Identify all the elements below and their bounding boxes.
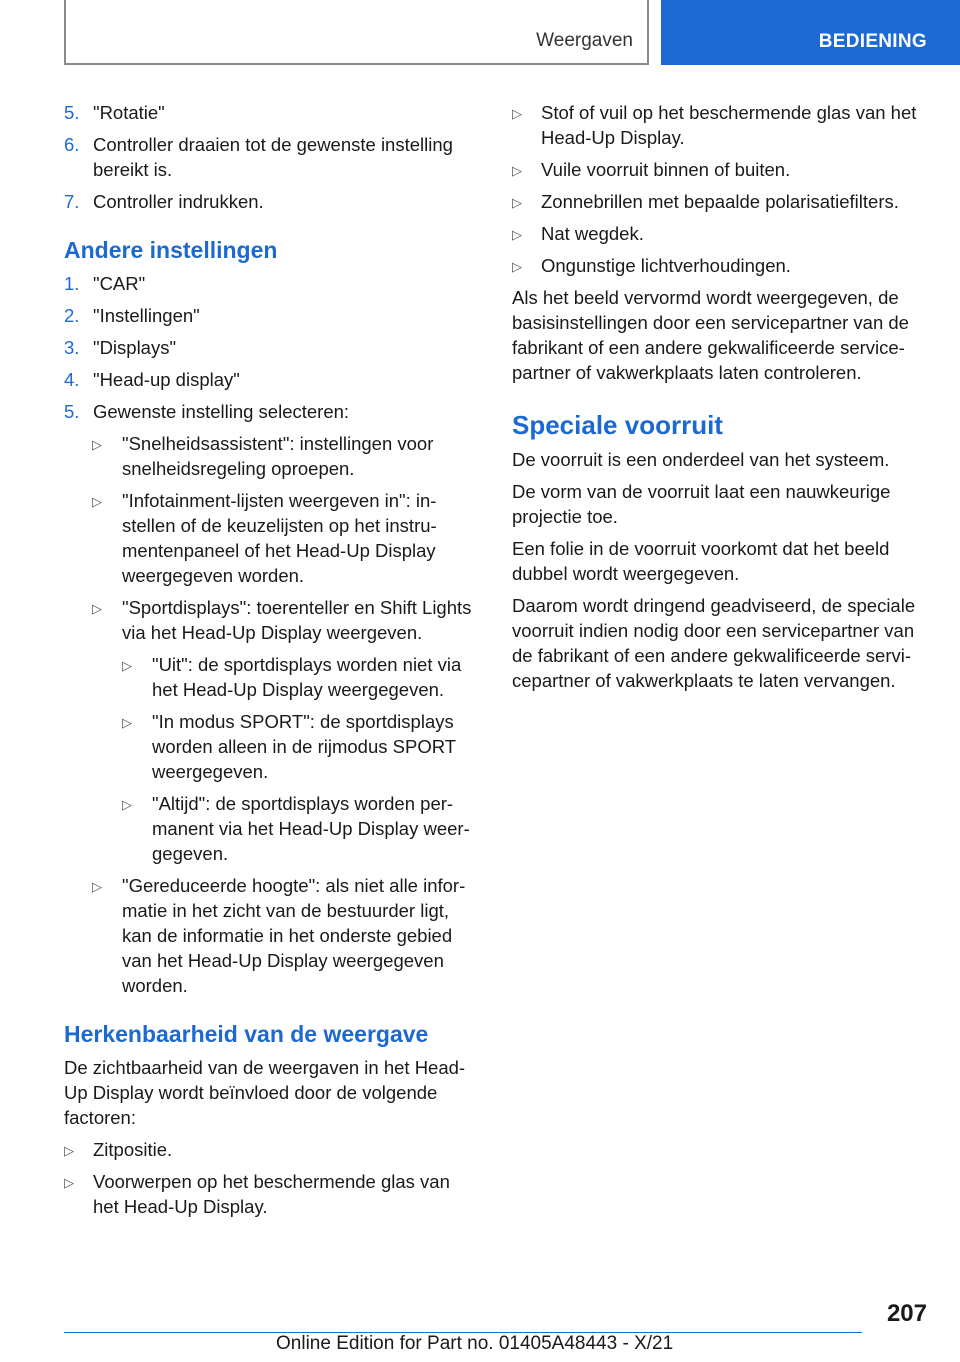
triangle-bullet-icon: ▷ xyxy=(92,437,102,452)
step-text: "CAR" xyxy=(93,273,146,294)
step-number: 5. xyxy=(64,102,80,123)
triangle-bullet-icon: ▷ xyxy=(512,195,522,210)
triangle-bullet-icon: ▷ xyxy=(122,797,132,812)
list-item xyxy=(64,335,480,360)
step-number: 7. xyxy=(64,191,80,212)
bullet-text: "Altijd": de sportdisplays worden permanent via het Head-Up Display weergegeven. xyxy=(152,793,470,864)
triangle-bullet-icon: ▷ xyxy=(512,259,522,274)
paragraph: Als het beeld vervormd wordt weergegeven, de basisinstellingen door een servicepartner van de fabrikant of een andere gekwalificeerde servicepartner of vakwerkplaats laten controleren. xyxy=(512,287,909,383)
bullet-item xyxy=(512,253,932,278)
list-item xyxy=(64,367,480,392)
paragraph: Daarom wordt dringend geadviseerd, de speciale voorruit indien nodig door een servicepartner van de fabrikant of een andere gekwalificeerde servicepartner of vakwerkplaats te laten vervangen. xyxy=(512,595,916,691)
triangle-bullet-icon: ▷ xyxy=(512,106,522,121)
heading-andere-instellingen: Andere instellingen xyxy=(64,237,278,263)
step-text: Gewenste instelling selecteren: xyxy=(93,401,350,422)
paragraph: Een folie in de voorruit voorkomt dat het beeld dubbel wordt weergegeven. xyxy=(512,538,890,584)
triangle-bullet-icon: ▷ xyxy=(64,1143,74,1158)
list-item xyxy=(64,132,480,182)
bullet-item xyxy=(512,100,932,150)
bullet-item xyxy=(64,488,480,588)
paragraph: De zichtbaarheid van de weergaven in het Head-Up Display wordt beïnvloed door de volgende factoren: xyxy=(64,1057,466,1128)
triangle-bullet-icon: ▷ xyxy=(92,601,102,616)
bullet-text: Zitpositie. xyxy=(93,1139,173,1160)
bullet-item xyxy=(64,431,480,481)
step-text: Controller draaien tot de gewenste instelling bereikt is. xyxy=(93,134,453,180)
paragraph: De vorm van de voorruit laat een nauwkeurige projectie toe. xyxy=(512,481,891,527)
triangle-bullet-icon: ▷ xyxy=(122,715,132,730)
bullet-text: "Uit": de sportdisplays worden niet via het Head-Up Display weergegeven. xyxy=(152,654,462,700)
list-item xyxy=(64,303,480,328)
footer-edition: Online Edition for Part no. 01405A48443 - X/21 xyxy=(276,1333,674,1354)
bullet-item xyxy=(64,709,480,784)
bullet-text: "Gereduceerde hoogte": als niet alle informatie in het zicht van de bestuurder ligt, kan de informatie in het onderste gebied van het Head-Up Display weergegeven worden. xyxy=(122,875,466,996)
bullet-item xyxy=(64,595,480,645)
bullet-text: Vuile voorruit binnen of buiten. xyxy=(541,159,791,180)
list-item xyxy=(64,189,480,214)
step-number: 6. xyxy=(64,134,80,155)
bullet-text: "Infotainment-lijsten weergeven in": instellen of de keuzelijsten op het instrumentenpaneel of het Head-Up Display weergegeven worden. xyxy=(122,490,437,586)
step-number: 4. xyxy=(64,369,80,390)
step-text: "Head-up display" xyxy=(93,369,240,390)
triangle-bullet-icon: ▷ xyxy=(122,658,132,673)
bullet-item xyxy=(64,1169,480,1219)
step-text: "Rotatie" xyxy=(93,102,165,123)
heading-speciale-voorruit: Speciale voorruit xyxy=(512,410,723,440)
triangle-bullet-icon: ▷ xyxy=(92,879,102,894)
bullet-item xyxy=(64,1137,480,1162)
bullet-item xyxy=(512,221,932,246)
heading-herkenbaarheid: Herkenbaarheid van de weergave xyxy=(64,1021,429,1047)
list-item xyxy=(64,100,480,125)
bullet-text: Nat wegdek. xyxy=(541,223,644,244)
step-text: "Instellingen" xyxy=(93,305,200,326)
bullet-text: "Sportdisplays": toerenteller en Shift Lights via het Head-Up Display weergeven. xyxy=(122,597,472,643)
bullet-text: Stof of vuil op het beschermende glas van het Head-Up Display. xyxy=(541,102,917,148)
triangle-bullet-icon: ▷ xyxy=(92,494,102,509)
right-column xyxy=(512,100,932,700)
step-number: 2. xyxy=(64,305,80,326)
step-number: 3. xyxy=(64,337,80,358)
bullet-text: Zonnebrillen met bepaalde polarisatiefilters. xyxy=(541,191,899,212)
bullet-item xyxy=(64,652,480,702)
header-chapter-title: BEDIENING xyxy=(818,31,927,52)
bullet-item xyxy=(512,189,932,214)
left-column xyxy=(64,100,480,1226)
bullet-item xyxy=(512,157,932,182)
header-section-box xyxy=(64,0,649,65)
step-number: 1. xyxy=(64,273,80,294)
header-section-title: Weergaven xyxy=(536,30,633,51)
paragraph: De voorruit is een onderdeel van het systeem. xyxy=(512,449,890,470)
page-number: 207 xyxy=(886,1300,927,1327)
triangle-bullet-icon: ▷ xyxy=(512,163,522,178)
bullet-text: "Snelheidsassistent": instellingen voor snelheidsregeling oproepen. xyxy=(122,433,434,479)
bullet-text: Voorwerpen op het beschermende glas van het Head-Up Display. xyxy=(93,1171,450,1217)
list-item xyxy=(64,399,480,424)
bullet-item xyxy=(64,791,480,866)
step-text: Controller indrukken. xyxy=(93,191,264,212)
bullet-text: "In modus SPORT": de sportdisplays worden alleen in de rijmodus SPORT weergegeven. xyxy=(152,711,456,782)
bullet-item xyxy=(64,873,480,998)
step-number: 5. xyxy=(64,401,80,422)
triangle-bullet-icon: ▷ xyxy=(64,1175,74,1190)
bullet-text: Ongunstige lichtverhoudingen. xyxy=(541,255,791,276)
list-item xyxy=(64,271,480,296)
triangle-bullet-icon: ▷ xyxy=(512,227,522,242)
step-text: "Displays" xyxy=(93,337,177,358)
header-chapter-tab xyxy=(661,0,960,65)
